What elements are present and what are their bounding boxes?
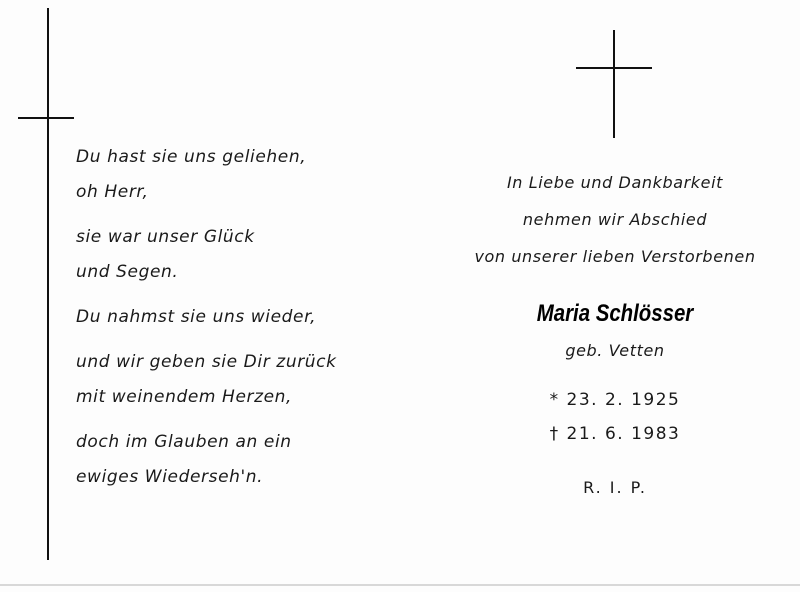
poem-line: doch im Glauben an ein [76, 432, 292, 452]
rip-closing: R. I. P. [583, 478, 647, 497]
maiden-name: geb. Vetten [565, 341, 665, 360]
birth-date: * 23. 2. 1925 [549, 390, 681, 410]
intro-line: von unserer lieben Verstorbenen [474, 247, 756, 266]
poem-line: mit weinendem Herzen, [76, 387, 293, 407]
poem-text [76, 140, 406, 495]
intro-line: nehmen wir Abschied [522, 210, 708, 229]
poem-line: oh Herr, [76, 182, 149, 202]
left-cross-icon [47, 8, 49, 560]
poem-line: und wir geben sie Dir zurück [76, 352, 337, 372]
poem-line: sie war unser Glück [76, 227, 255, 247]
intro-line: In Liebe und Dankbarkeit [506, 173, 724, 192]
right-cross-icon [613, 30, 615, 138]
announcement-block [440, 164, 790, 503]
right-cross-bar [576, 67, 652, 69]
poem-line: ewiges Wiederseh'n. [76, 467, 264, 487]
card-bottom-edge [0, 584, 800, 586]
poem-line: und Segen. [76, 262, 179, 282]
deceased-name: Maria Schlösser [536, 300, 694, 327]
left-cross-bar [18, 117, 74, 119]
poem-line: Du hast sie uns geliehen, [76, 147, 307, 167]
poem-line: Du nahmst sie uns wieder, [76, 307, 317, 327]
death-date: † 21. 6. 1983 [549, 424, 681, 444]
